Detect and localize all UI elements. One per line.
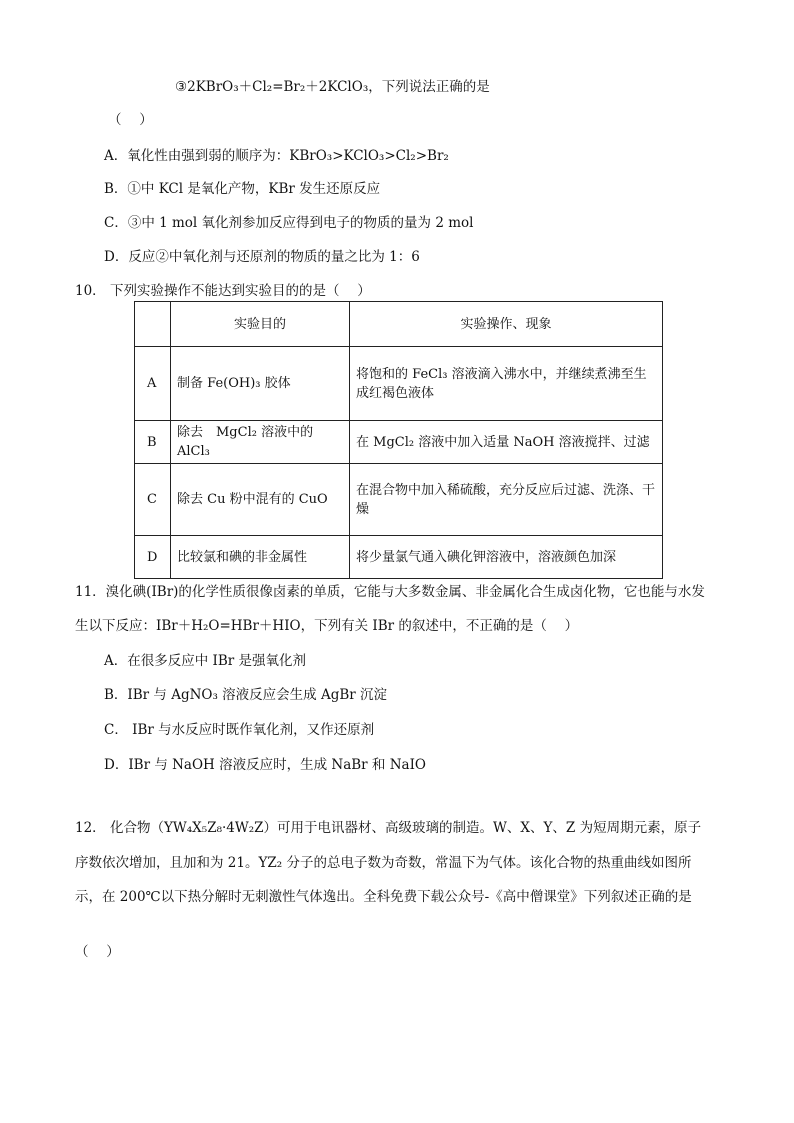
q11-option-d: D．IBr 与 NaOH 溶液反应时，生成 NaBr 和 NaIO (104, 757, 426, 773)
q11-option-c: C． IBr 与水反应时既作氧化剂，又作还原剂 (104, 722, 375, 738)
q11-stem-line-2: 生以下反应：IBr＋H₂O=HBr＋HIO，下列有关 IBr 的叙述中，不正确的是（ ） (75, 618, 579, 634)
table-row (135, 421, 663, 464)
table-header-purpose: 实验目的 (171, 302, 350, 347)
row-operation: 在 MgCl₂ 溶液中加入适量 NaOH 溶液搅拌、过滤 (350, 421, 663, 464)
row-purpose: 比较氯和碘的非金属性 (171, 536, 350, 579)
table-header-empty (135, 302, 171, 347)
table-row (135, 347, 663, 421)
q9-answer-paren: （ ） (108, 112, 153, 128)
q11-stem-line-1: 11．溴化碘(IBr)的化学性质很像卤素的单质，它能与大多数金属、非金属化合生成卤化物，它也能与水发 (75, 584, 705, 600)
table-header-operation: 实验操作、现象 (350, 302, 663, 347)
q9-reaction-3: ③2KBrO₃＋Cl₂=Br₂＋2KClO₃，下列说法正确的是 (175, 79, 490, 95)
q12-answer-paren: （ ） (75, 944, 120, 960)
q9-option-a: A．氧化性由强到弱的顺序为：KBrO₃>KClO₃>Cl₂>Br₂ (104, 148, 449, 164)
row-operation: 在混合物中加入稀硫酸，充分反应后过滤、洗涤、干燥 (350, 464, 663, 536)
table-row (135, 536, 663, 579)
q9-option-d: D．反应②中氧化剂与还原剂的物质的量之比为 1：6 (104, 249, 420, 265)
row-operation: 将饱和的 FeCl₃ 溶液滴入沸水中，并继续煮沸至生成红褐色液体 (350, 347, 663, 421)
row-letter: C (135, 464, 171, 536)
row-purpose: 除去 MgCl₂ 溶液中的 AlCl₃ (171, 421, 350, 464)
q9-option-c: C．③中 1 mol 氧化剂参加反应得到电子的物质的量为 2 mol (104, 215, 474, 231)
q11-option-b: B．IBr 与 AgNO₃ 溶液反应会生成 AgBr 沉淀 (104, 687, 388, 703)
row-letter: B (135, 421, 171, 464)
row-operation: 将少量氯气通入碘化钾溶液中，溶液颜色加深 (350, 536, 663, 579)
row-purpose: 除去 Cu 粉中混有的 CuO (171, 464, 350, 536)
q11-option-a: A．在很多反应中 IBr 是强氧化剂 (104, 653, 307, 669)
table-row (135, 464, 663, 536)
q12-line-3: 示，在 200℃以下热分解时无刺激性气体逸出。全科免费下载公众号-《高中僧课堂》下列叙述正确的是 (75, 889, 692, 905)
table-header-row (135, 302, 663, 347)
q12-line-2: 序数依次增加，且加和为 21。YZ₂ 分子的总电子数为奇数，常温下为气体。该化合物的热重曲线如图所 (75, 855, 692, 871)
q10-stem: 10． 下列实验操作不能达到实验目的的是（ ） (75, 283, 371, 299)
q12-line-1: 12． 化合物（YW₄X₅Z₈·4W₂Z）可用于电讯器材、高级玻璃的制造。W、X、Y、Z 为短周期元素，原子 (75, 820, 702, 836)
row-letter: D (135, 536, 171, 579)
row-letter: A (135, 347, 171, 421)
experiment-table (134, 301, 663, 579)
row-purpose: 制备 Fe(OH)₃ 胶体 (171, 347, 350, 421)
q9-option-b: B．①中 KCl 是氧化产物，KBr 发生还原反应 (104, 181, 381, 197)
